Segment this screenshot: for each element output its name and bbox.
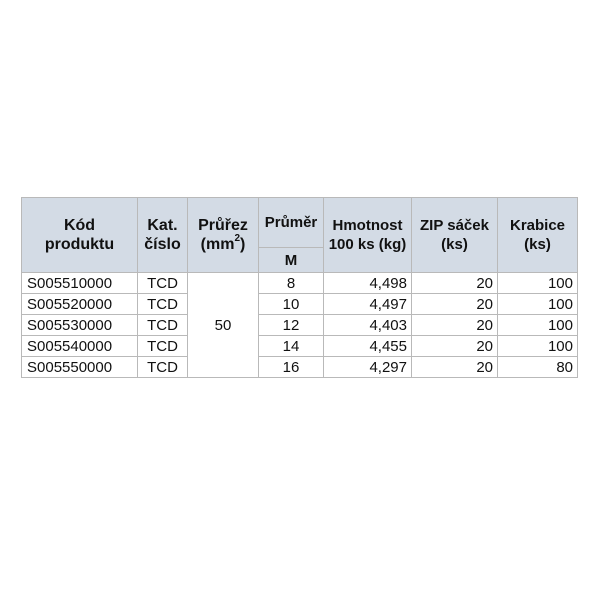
cell-krabice: 100 xyxy=(498,336,578,357)
cell-zip: 20 xyxy=(412,336,498,357)
cell-kod: S005510000 xyxy=(22,273,138,294)
cell-kat: TCD xyxy=(138,273,188,294)
table-row xyxy=(22,336,578,357)
cell-zip: 20 xyxy=(412,273,498,294)
cell-kat: TCD xyxy=(138,357,188,378)
cell-prumer: 12 xyxy=(259,315,324,336)
header-kod-produktu: Kód produktu xyxy=(22,198,138,273)
cell-hmotnost: 4,455 xyxy=(324,336,412,357)
cell-prurez-merged: 50 xyxy=(188,273,259,378)
table-body xyxy=(22,273,578,378)
header-prurez: Průřez $(mm^2)$ xyxy=(188,198,259,273)
cell-prumer: 8 xyxy=(259,273,324,294)
cell-zip: 20 xyxy=(412,315,498,336)
cell-prumer: 16 xyxy=(259,357,324,378)
cell-prumer: 14 xyxy=(259,336,324,357)
cell-krabice: 100 xyxy=(498,273,578,294)
cell-kod: S005540000 xyxy=(22,336,138,357)
table-row xyxy=(22,294,578,315)
header-hmotnost: Hmotnost 100 ks (kg) xyxy=(324,198,412,273)
cell-prumer: 10 xyxy=(259,294,324,315)
table-row xyxy=(22,357,578,378)
table-row xyxy=(22,273,578,294)
table-row xyxy=(22,315,578,336)
cell-krabice: 80 xyxy=(498,357,578,378)
cell-kat: TCD xyxy=(138,294,188,315)
header-kat-cislo: Kat. číslo xyxy=(138,198,188,273)
header-zip-sacek: ZIP sáček (ks) xyxy=(412,198,498,273)
cell-kat: TCD xyxy=(138,315,188,336)
cell-krabice: 100 xyxy=(498,315,578,336)
product-table xyxy=(21,197,578,378)
cell-hmotnost: 4,498 xyxy=(324,273,412,294)
table-header xyxy=(22,198,578,273)
header-krabice: Krabice (ks) xyxy=(498,198,578,273)
cell-kat: TCD xyxy=(138,336,188,357)
header-prurez-unit: $(mm^2)$ xyxy=(200,232,246,253)
cell-kod: S005550000 xyxy=(22,357,138,378)
cell-hmotnost: 4,297 xyxy=(324,357,412,378)
header-prumer-m: M xyxy=(259,248,324,273)
cell-zip: 20 xyxy=(412,357,498,378)
cell-kod: S005530000 xyxy=(22,315,138,336)
cell-krabice: 100 xyxy=(498,294,578,315)
cell-kod: S005520000 xyxy=(22,294,138,315)
cell-hmotnost: 4,403 xyxy=(324,315,412,336)
cell-zip: 20 xyxy=(412,294,498,315)
header-prumer: Průměr xyxy=(259,198,324,248)
cell-hmotnost: 4,497 xyxy=(324,294,412,315)
